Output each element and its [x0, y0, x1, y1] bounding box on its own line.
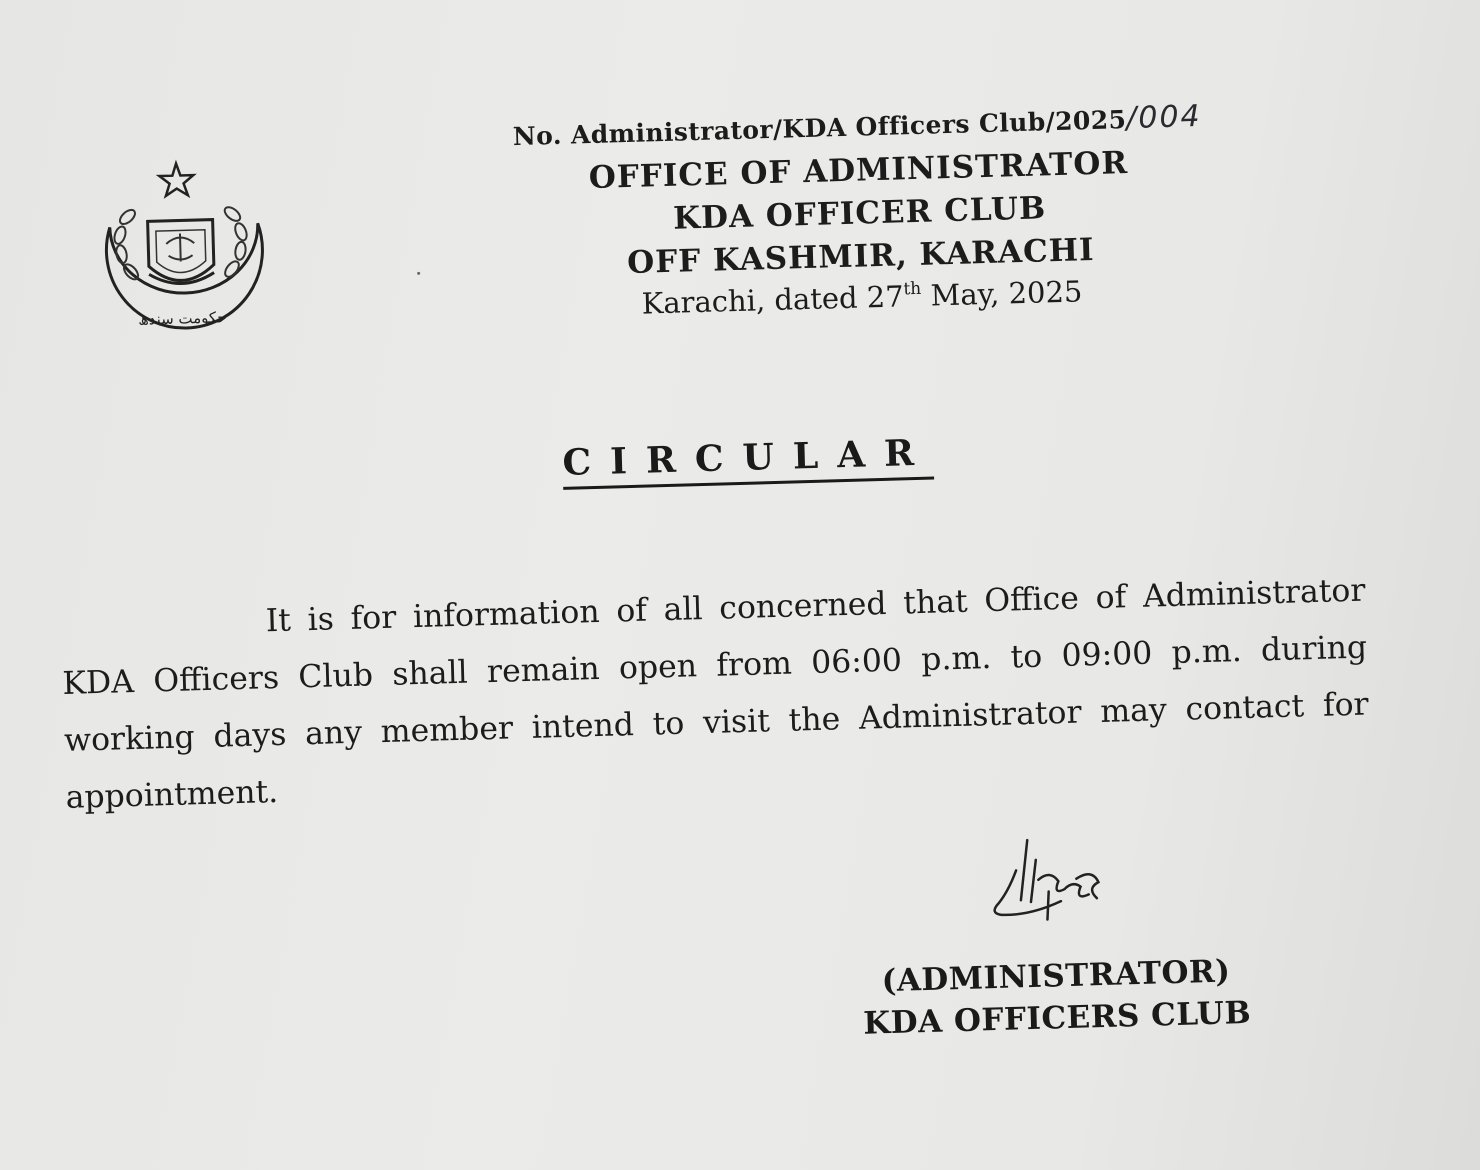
- handwritten-number: /004: [1125, 98, 1203, 137]
- signatory-designation: (ADMINISTRATOR): [881, 953, 1231, 1000]
- signature-block: [827, 823, 1283, 1045]
- date-prefix: Karachi, dated 27: [641, 279, 905, 321]
- svg-text:حکومت سندھ: حکومت سندھ: [137, 308, 227, 329]
- handwritten-signature-icon: [967, 827, 1140, 952]
- speck: [417, 272, 420, 275]
- reference-prefix: No. Administrator/KDA Officers Club/2025: [512, 105, 1127, 152]
- date-ordinal: th: [903, 278, 922, 300]
- office-title: OFFICE OF ADMINISTRATOR: [588, 145, 1129, 197]
- government-emblem-icon: [86, 153, 281, 343]
- circular-body: It is for information of all concerned that Office of Administrator KDA Officers Club shall remain open from 06:00 p.m. to 09:00 p.m. during working days any member intend to visit the Administrator may contact for appointment.: [61, 572, 1370, 816]
- document-title: CIRCULAR: [562, 431, 934, 490]
- date-rest: May, 2025: [920, 274, 1083, 313]
- address-line: OFF KASHMIR, KARACHI: [626, 231, 1095, 282]
- signatory-organization: KDA OFFICERS CLUB: [862, 994, 1252, 1042]
- club-title: KDA OFFICER CLUB: [672, 190, 1047, 237]
